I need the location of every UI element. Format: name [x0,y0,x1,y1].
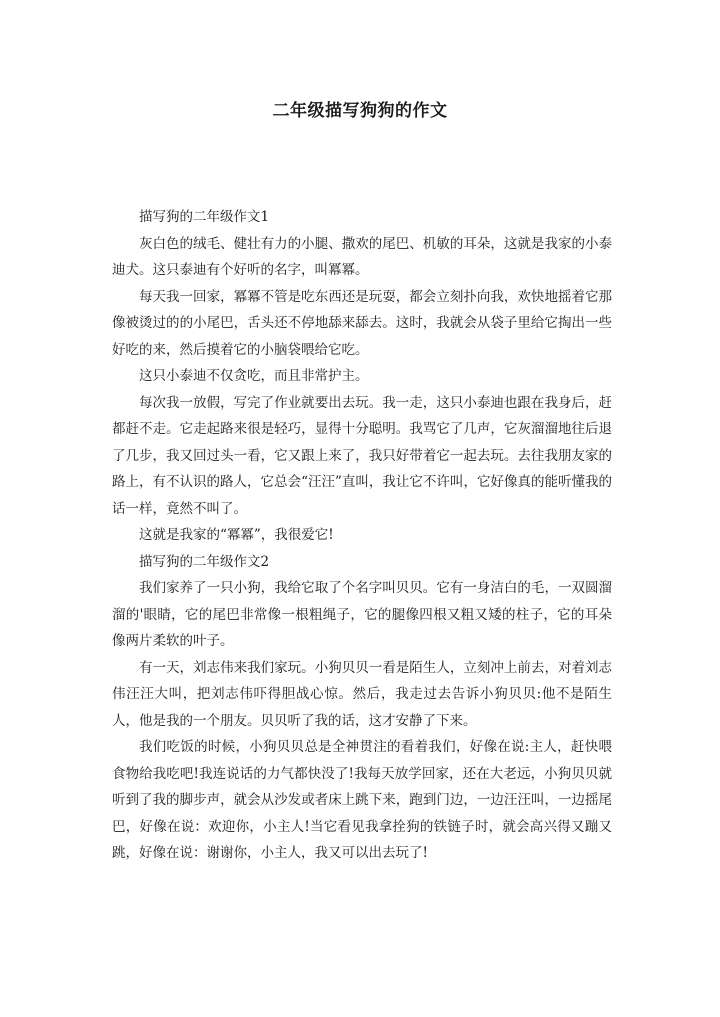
section-heading-2: 描写狗的二年级作文2 [139,553,270,570]
paragraph: 我们吃饭的时候，小狗贝贝总是全神贯注的看着我们，好像在说:主人，赶快喂食物给我吃吧!我连说话的力气都快没了!我每天放学回家，还在大老远，小狗贝贝就听到了我的脚步声，就会从沙发或者床上跳下来，跑到门边，一边汪汪叫，一边摇尾巴，好像在说：欢迎你，小主人!当它看见我拿拴狗的铁链子时，就会高兴得又蹦又跳，好像在说：谢谢你，小主人，我又可以出去玩了! [112,739,612,861]
paragraph: 每天我一回家，冪冪不管是吃东西还是玩耍，都会立刻扑向我，欢快地摇着它那像被烫过的的小尾巴，舌头还不停地舔来舔去。这时，我就会从袋子里给它掏出一些好吃的来，然后摸着它的小脑袋喂给它吃。 [112,288,612,358]
paragraph: 每次我一放假，写完了作业就要出去玩。我一走，这只小泰迪也跟在我身后，赶都赶不走。它走起路来很是轻巧，显得十分聪明。我骂它了几声，它灰溜溜地往后退了几步，我又回过头一看，它又跟上来了，我只好带着它一起去玩。去往我朋友家的路上，有不认识的路人，它总会“汪汪”直叫，我让它不许叫，它好像真的能听懂我的话一样，竟然不叫了。 [112,394,612,517]
paragraph: 这只小泰迪不仅贪吃，而且非常护主。 [139,368,369,384]
document-body [112,204,612,867]
paragraph: 这就是我家的“冪冪”，我很爱它! [139,527,334,543]
paragraph: 有一天，刘志伟来我们家玩。小狗贝贝一看是陌生人，立刻冲上前去，对着刘志伟汪汪大叫，把刘志伟吓得胆战心惊。然后，我走过去告诉小狗贝贝:他不是陌生人，他是我的一个朋友。贝贝听了我的话，这才安静了下来。 [112,659,612,729]
section-heading-1: 描写狗的二年级作文1 [139,209,270,225]
paragraph: 我们家养了一只小狗，我给它取了个名字叫贝贝。它有一身洁白的毛，一双圆溜溜的'眼睛，它的尾巴非常像一根粗绳子，它的腿像四根又粗又矮的柱子，它的耳朵像两片柔软的叶子。 [112,580,612,649]
document-title: 二年级描写狗狗的作文 [272,101,448,121]
paragraph: 灰白色的绒毛、健壮有力的小腿、撒欢的尾巴、机敏的耳朵，这就是我家的小泰迪犬。这只泰迪有个好听的名字，叫冪冪。 [112,235,612,278]
